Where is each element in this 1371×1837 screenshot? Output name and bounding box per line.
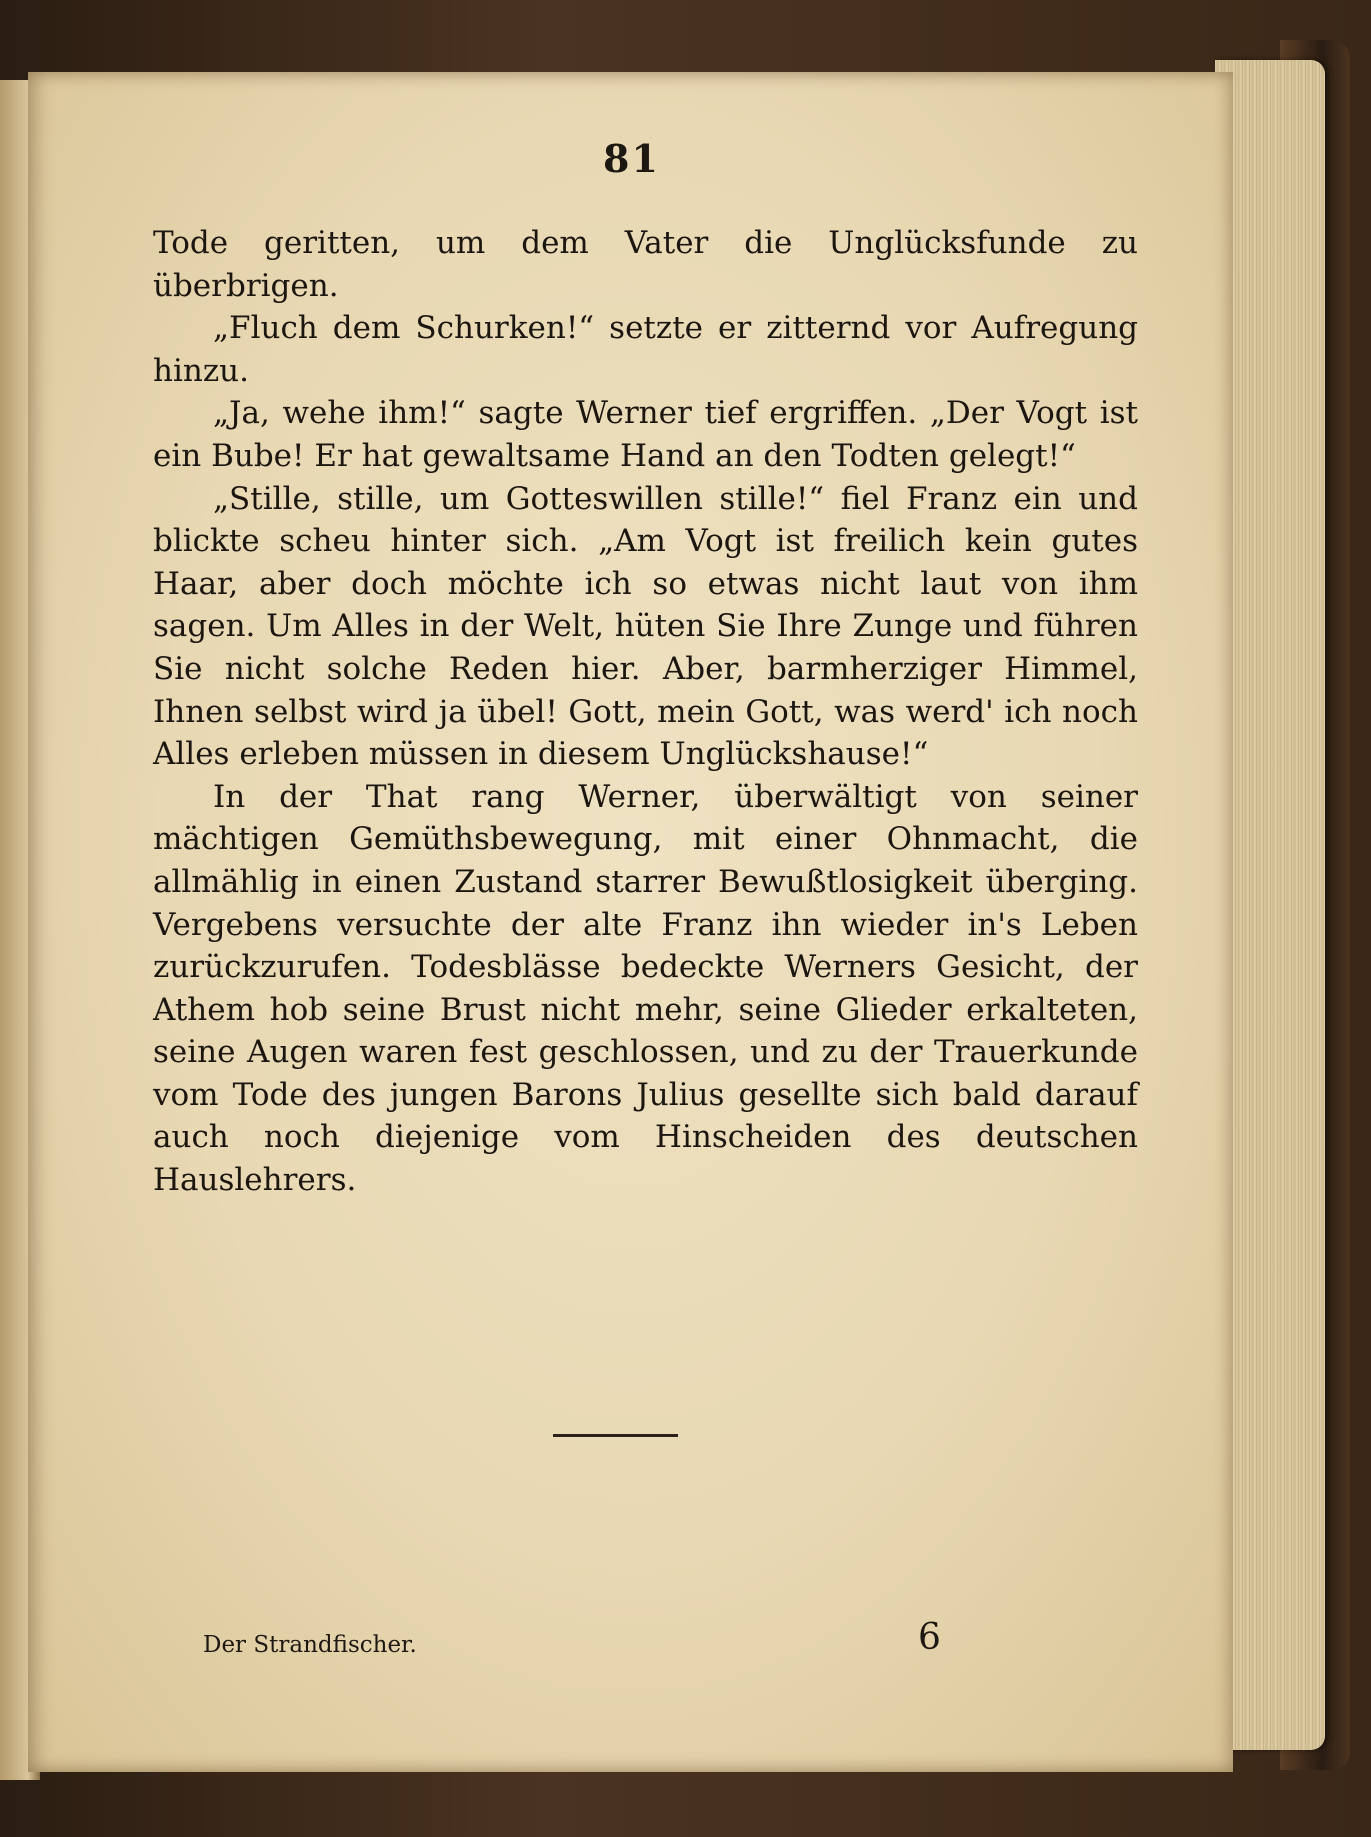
paragraph: „Ja, wehe ihm!“ sagte Werner tief ergriffen. „Der Vogt ist ein Bube! Er hat gewaltsame Hand an den Todten gelegt!“ [153,395,1138,474]
body-text [153,222,1138,1202]
paragraph: „Fluch dem Schurken!“ setzte er zitternd vor Aufregung hinzu. [153,310,1138,389]
paragraph: In der That rang Werner, überwältigt von seiner mächtigen Gemüthsbewegung, mit einer Ohnmacht, die allmählig in einen Zustand starrer Bewußtlosigkeit überging. Vergebens versuchte der alte Franz ihn wieder in's Leben zurückzurufen. Todesblässe bedeckte Werners Gesicht, der Athem hob seine Brust nicht mehr, seine Glieder erkalteten, seine Augen waren fest geschlossen, und zu der Trauerkunde vom Tode des jungen Barons Julius gesellte sich bald darauf auch noch diejenige vom Hinscheiden des deutschen Hauslehrers. [153,778,1138,1199]
paragraph: „Stille, stille, um Gotteswillen stille!“ fiel Franz ein und blickte scheu hinter sich. „Am Vogt ist freilich kein gutes Haar, aber doch möchte ich so etwas nicht laut von ihm sagen. Um Alles in der Welt, hüten Sie Ihre Zunge und führen Sie nicht solche Reden hier. Aber, barmherziger Himmel, Ihnen selbst wird ja übel! Gott, mein Gott, was werd' ich noch Alles erleben müssen in diesem Unglückshause!“ [153,480,1138,773]
signature-mark: Der Strandfischer. [203,1632,417,1658]
sheet-number: 6 [918,1617,941,1658]
book-page [28,72,1233,1772]
paragraph: Tode geritten, um dem Vater die Unglücksfunde zu überbrigen. [153,225,1138,304]
page-number: 81 [603,136,660,181]
section-divider [553,1434,678,1437]
